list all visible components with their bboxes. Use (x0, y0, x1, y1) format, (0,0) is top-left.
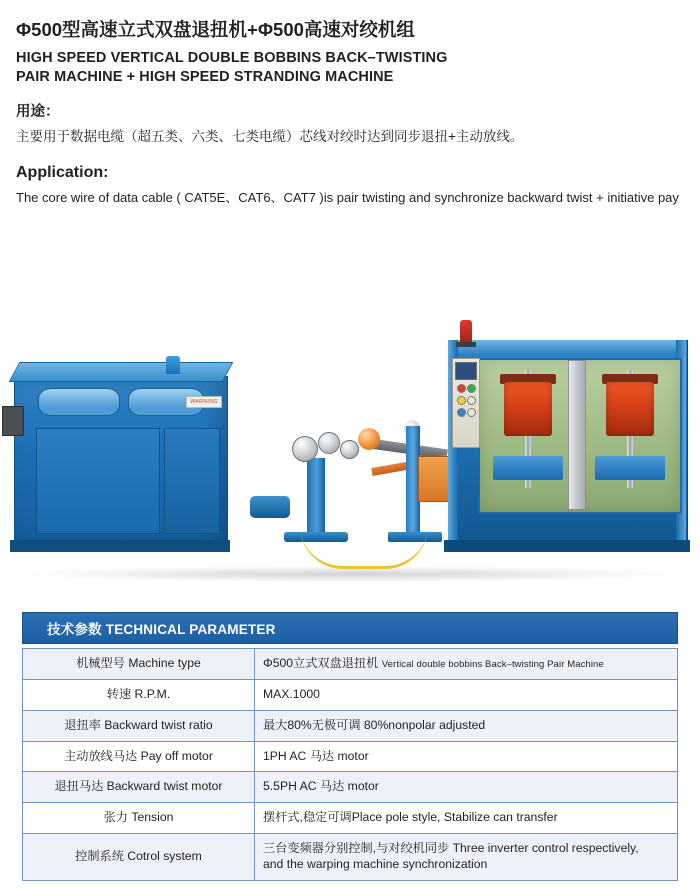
left-machine-door-small (164, 428, 220, 534)
bobbin-cradle-left (493, 456, 563, 480)
table-row (23, 741, 678, 772)
left-machine-door-large (36, 428, 160, 534)
pulley-wheel-2 (318, 432, 340, 454)
row-label: 退扭率 Backward twist ratio (23, 710, 255, 741)
left-machine-junction-box (2, 406, 24, 436)
row-value (255, 741, 678, 772)
row-label: 机械型号 Machine type (23, 649, 255, 680)
left-machine-hood (9, 362, 234, 382)
row-value-main: MAX.1000 (263, 686, 320, 701)
table-row (23, 679, 678, 710)
page-title-cn: Φ500型高速立式双盘退扭机+Φ500高速对绞机组 (16, 19, 415, 40)
usage-label-cn: 用途： (16, 104, 60, 121)
row-value-sub: and the warping machine synchronization (263, 857, 488, 872)
row-label: 转速 R.P.M. (23, 679, 255, 710)
right-machine-beacon-base (456, 342, 476, 347)
technical-parameter-header-label: 技术参数 TECHNICAL PARAMETER (47, 622, 276, 637)
control-panel-display (455, 362, 477, 380)
row-value-main: 三台变频器分别控制,与对绞机同步 Three inverter control respectively, (263, 841, 639, 856)
technical-parameter-table (22, 648, 678, 881)
application-text-en: The core wire of data cable ( CAT5E、CAT6、CAT7 )is pair twisting and synchronize backward twist + initiative pay (16, 189, 679, 205)
row-label: 控制系统 Cotrol system (23, 834, 255, 881)
yellow-cable (300, 526, 428, 569)
row-label: 退扭马达 Backward twist motor (23, 772, 255, 803)
left-machine-base (10, 540, 230, 552)
page-title-en (16, 49, 686, 86)
page-title-en-line1: HIGH SPEED VERTICAL DOUBLE BOBBINS BACK–TWISTING (16, 50, 448, 67)
control-button-start (467, 384, 476, 393)
table-row (23, 710, 678, 741)
left-machine-panel-a (38, 388, 120, 416)
row-value-main: 1PH AC 马达 motor (263, 748, 369, 763)
row-value (255, 803, 678, 834)
row-value (255, 649, 678, 680)
left-machine-warning-sticker: WARNING (186, 396, 222, 408)
row-value (255, 834, 678, 881)
right-machine-beacon-lamp (460, 320, 472, 342)
row-value (255, 679, 678, 710)
bobbin-cradle-right (595, 456, 665, 480)
row-value-sub: Vertical double bobbins Back–twisting Pair Machine (381, 659, 604, 670)
table-row (23, 649, 678, 680)
table-row (23, 772, 678, 803)
row-value-main: 最大80%无极可调 80%nonpolar adjusted (263, 717, 486, 732)
right-machine-base (444, 540, 690, 552)
page-title-en-line2: PAIR MACHINE + HIGH SPEED STRANDING MACHINE (16, 68, 394, 85)
row-value (255, 710, 678, 741)
row-value-main: Φ500立式双盘退扭机 (263, 656, 379, 670)
row-value-main: 摆杆式,稳定可调Place pole style, Stabilize can transfer (263, 810, 558, 825)
pulley-stand-column (307, 458, 325, 536)
row-value (255, 772, 678, 803)
row-label: 张力 Tension (23, 803, 255, 834)
control-button-alarm (457, 396, 466, 405)
pulley-wheel-1 (292, 436, 318, 462)
table-row (23, 834, 678, 881)
control-button-aux-1 (467, 396, 476, 405)
drive-motor (250, 496, 290, 518)
pay-off-spool (358, 428, 380, 450)
control-button-aux-3 (467, 408, 476, 417)
bobbin-right (606, 382, 654, 436)
product-photo (0, 300, 700, 600)
pulley-wheel-3 (340, 440, 359, 459)
header-block (16, 18, 686, 208)
technical-parameter-section (22, 612, 678, 881)
technical-parameter-header (22, 612, 678, 644)
application-label-en: Application: (16, 163, 109, 181)
row-label: 主动放线马达 Pay off motor (23, 741, 255, 772)
center-post (568, 360, 586, 510)
control-button-stop (457, 384, 466, 393)
control-button-aux-2 (457, 408, 466, 417)
left-machine-beacon-lamp (166, 356, 180, 374)
usage-text-cn: 主要用于数据电缆（超五类、六类、七类电缆）芯线对绞时达到同步退扭+主动放线。 (16, 129, 524, 145)
row-value-main: 5.5PH AC 马达 motor (263, 779, 379, 794)
right-machine-top-rail (448, 340, 686, 354)
table-row (23, 803, 678, 834)
bobbin-left (504, 382, 552, 436)
